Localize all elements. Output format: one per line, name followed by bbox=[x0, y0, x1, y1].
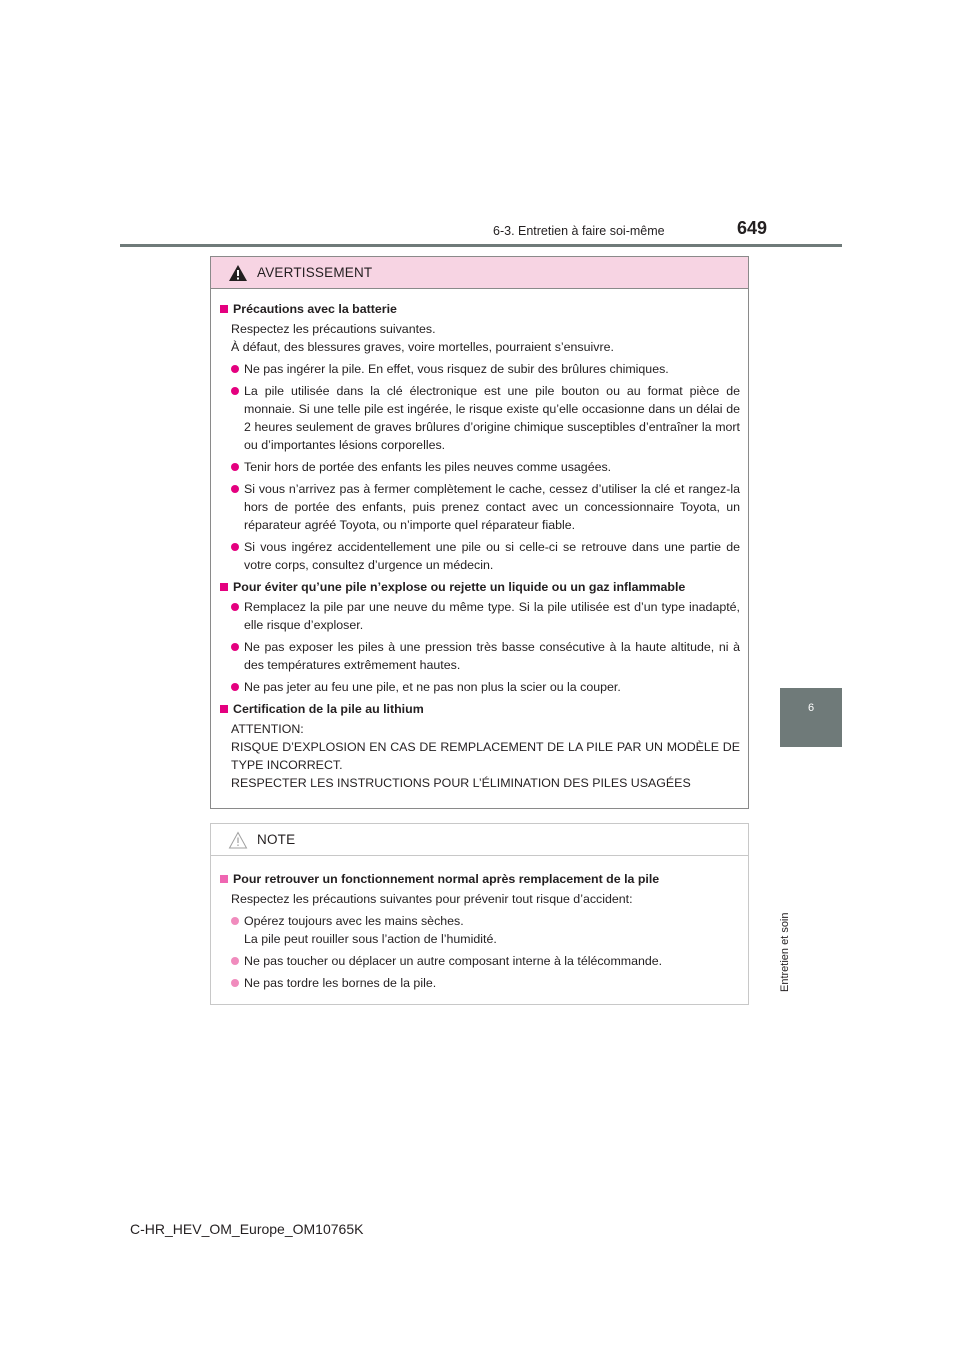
section-intro: Respectez les précautions suivantes pour prévenir tout risque d’accident: bbox=[231, 892, 633, 906]
square-bullet-icon bbox=[220, 705, 228, 713]
list-item: Ne pas toucher ou déplacer un autre composant interne à la télécommande. bbox=[231, 952, 740, 970]
square-bullet-icon bbox=[220, 583, 228, 591]
chapter-tab-label: Entretien et soin bbox=[779, 912, 791, 992]
document-code: C-HR_HEV_OM_Europe_OM10765K bbox=[130, 1221, 364, 1237]
header-divider bbox=[120, 244, 842, 247]
warning-title: AVERTISSEMENT bbox=[257, 265, 373, 280]
page-number: 649 bbox=[737, 218, 768, 238]
dot-bullet-icon bbox=[231, 917, 239, 925]
note-body bbox=[211, 856, 748, 992]
note-title: NOTE bbox=[257, 832, 296, 847]
list-item: Si vous n’arrivez pas à fermer complètement le cache, cessez d’utiliser la clé et rangez-la hors de portée des enfants, puis prenez contact avec un concessionnaire Toyota, un réparateur agréé Toyota, ou n’importe quel réparateur fiable. bbox=[231, 480, 740, 534]
warning-body bbox=[211, 289, 748, 792]
list-item: Ne pas exposer les piles à une pression très basse consécutive à la haute altitude, ni à des températures extrêmement hautes. bbox=[231, 638, 740, 674]
section-intro: ATTENTION: RISQUE D’EXPLOSION EN CAS DE REMPLACEMENT DE LA PILE PAR UN MODÈLE DE TYPE INCORRECT. RESPECTER LES INSTRUCTIONS POUR L’ÉLIMINATION DES PILES USAGÉES bbox=[231, 722, 740, 790]
list-item: Tenir hors de portée des enfants les piles neuves comme usagées. bbox=[231, 458, 740, 476]
dot-bullet-icon bbox=[231, 603, 239, 611]
dot-bullet-icon bbox=[231, 683, 239, 691]
dot-bullet-icon bbox=[231, 979, 239, 987]
square-bullet-icon bbox=[220, 875, 228, 883]
list-item: Ne pas jeter au feu une pile, et ne pas non plus la scier ou la couper. bbox=[231, 678, 740, 696]
warning-triangle-icon bbox=[228, 264, 248, 282]
list-item: La pile utilisée dans la clé électronique est une pile bouton ou au format pièce de monnaie. Si une telle pile est ingérée, le risque existe qu’elle occasionne dans un délai de 2 heures seulement de graves brûlures d’origine chimique susceptibles d’entraîner la mort ou d’importantes lésions corporelles. bbox=[231, 382, 740, 454]
list-item: Ne pas ingérer la pile. En effet, vous risquez de subir des brûlures chimiques. bbox=[231, 360, 740, 378]
list-item: Opérez toujours avec les mains sèches. La pile peut rouiller sous l’action de l’humidité. bbox=[231, 912, 740, 948]
note-box-header bbox=[211, 824, 748, 856]
section-title: 6-3. Entretien à faire soi-même bbox=[493, 224, 665, 238]
section-heading: Certification de la pile au lithium bbox=[220, 700, 740, 718]
caution-triangle-icon bbox=[228, 831, 248, 849]
dot-bullet-icon bbox=[231, 957, 239, 965]
square-bullet-icon bbox=[220, 305, 228, 313]
section-intro: Respectez les précautions suivantes. À défaut, des blessures graves, voire mortelles, pourraient s’ensuivre. bbox=[231, 322, 614, 354]
dot-bullet-icon bbox=[231, 365, 239, 373]
list-item: Si vous ingérez accidentellement une pile ou si celle-ci se retrouve dans une partie de votre corps, consultez d’urgence un médecin. bbox=[231, 538, 740, 574]
warning-box-header bbox=[211, 257, 748, 289]
dot-bullet-icon bbox=[231, 543, 239, 551]
dot-bullet-icon bbox=[231, 485, 239, 493]
section-heading: Précautions avec la batterie bbox=[220, 300, 740, 318]
dot-bullet-icon bbox=[231, 387, 239, 395]
warning-box bbox=[210, 256, 749, 809]
dot-bullet-icon bbox=[231, 463, 239, 471]
section-heading: Pour éviter qu’une pile n’explose ou rejette un liquide ou un gaz inflammable bbox=[220, 578, 740, 596]
section-heading: Pour retrouver un fonctionnement normal après remplacement de la pile bbox=[220, 870, 740, 888]
list-item: Ne pas tordre les bornes de la pile. bbox=[231, 974, 740, 992]
note-box bbox=[210, 823, 749, 1005]
chapter-tab: 6 bbox=[780, 688, 842, 747]
dot-bullet-icon bbox=[231, 643, 239, 651]
list-item: Remplacez la pile par une neuve du même type. Si la pile utilisée est d’un type inadapté, elle risque d’exploser. bbox=[231, 598, 740, 634]
